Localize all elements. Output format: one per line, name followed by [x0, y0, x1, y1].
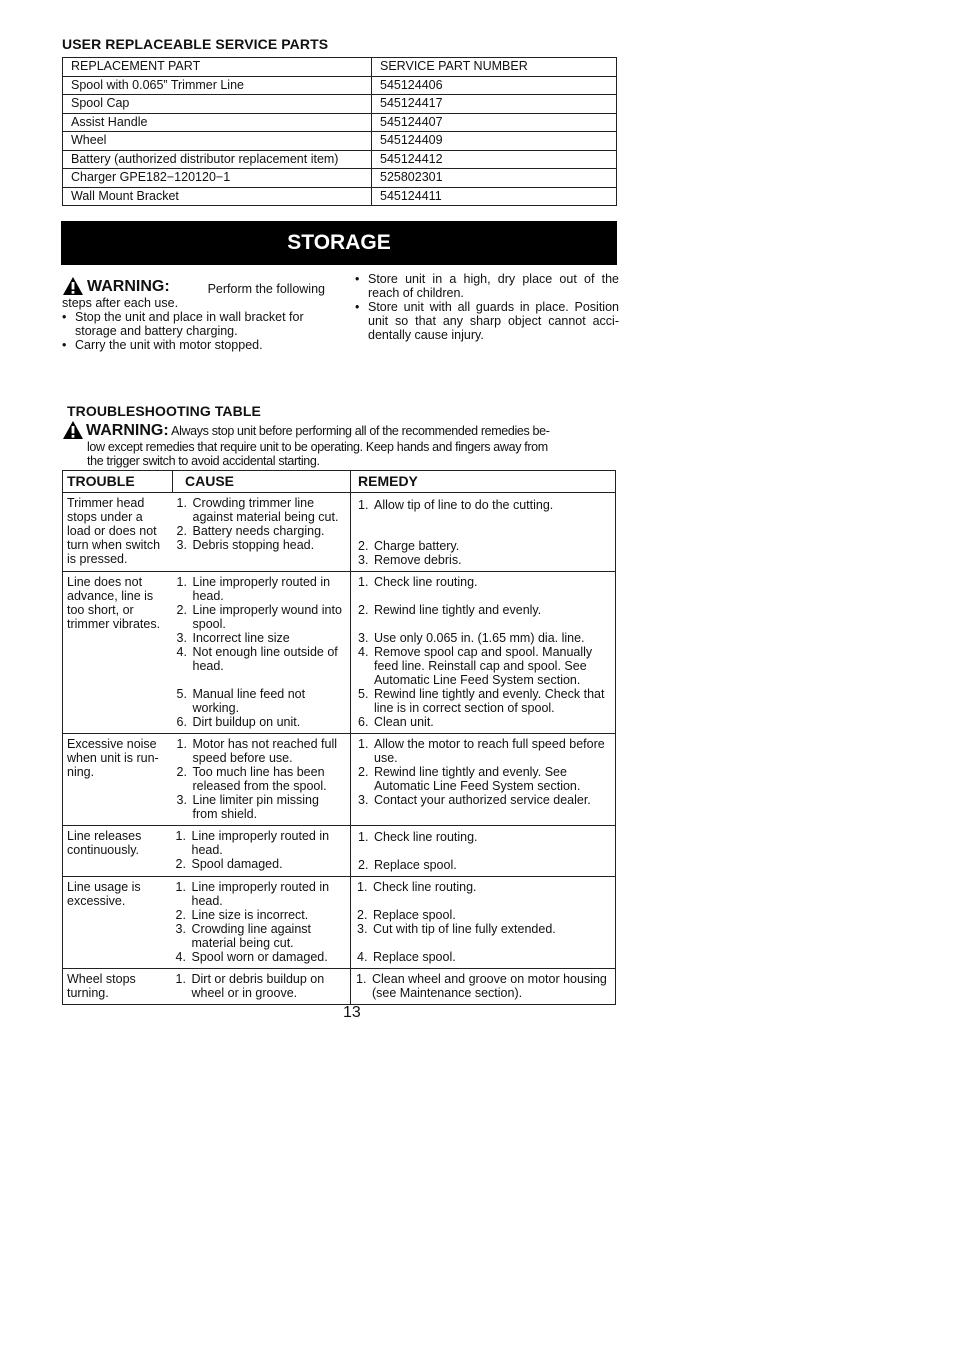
- cause-item: 4. Not enough line outside of head.: [176, 645, 338, 673]
- remedy-cell: [351, 969, 616, 1005]
- storage-warning-label: WARNING:: [87, 278, 170, 295]
- cause-item: 5. Manual line feed not working.: [176, 687, 306, 715]
- cause-item: 2. Battery needs charging.: [176, 524, 325, 538]
- cause-item: 6. Dirt buildup on unit.: [176, 715, 301, 729]
- remedy-item: 2. Rewind line tightly and evenly. See Automatic Line Feed System section.: [358, 765, 581, 793]
- header-replacement-part: REPLACEMENT PART: [63, 58, 372, 77]
- remedy-item: 2. Charge battery.: [358, 539, 460, 553]
- remedy-cell: [351, 734, 616, 826]
- part-name: Spool with 0.065” Trimmer Line: [63, 76, 372, 95]
- storage-warning-lead-b: steps after each use.: [62, 296, 179, 310]
- cause-item: 2. Line improperly wound into spool.: [176, 603, 342, 631]
- part-name: Wall Mount Bracket: [63, 187, 372, 206]
- cause-cell: [173, 493, 351, 572]
- remedy-item: 5. Rewind line tightly and evenly. Check that line is in correct section of spool.: [358, 687, 605, 715]
- cause-item: 3. Crowding line against material being cut.: [175, 922, 312, 950]
- remedy-item: 2. Replace spool.: [358, 858, 457, 872]
- table-row: [63, 76, 617, 95]
- storage-bullet: • Store unit with all guards in place. Position unit so that any sharp object cannot acci-dentally cause injury.: [355, 300, 619, 342]
- table-row: [63, 169, 617, 188]
- parts-section-title: USER REPLACEABLE SERVICE PARTS: [62, 36, 329, 52]
- part-name: Wheel: [63, 132, 372, 151]
- trouble-cell: Line releases continuously.: [63, 826, 173, 877]
- remedy-item: 3. Remove debris.: [358, 553, 462, 567]
- cause-item: 3. Incorrect line size: [176, 631, 290, 645]
- page-number: 13: [343, 1004, 361, 1021]
- part-number: 545124409: [372, 132, 617, 151]
- storage-bullet: • Store unit in a high, dry place out of the reach of children.: [355, 272, 619, 300]
- cause-item: 1. Line improperly routed in head.: [175, 880, 330, 908]
- remedy-item: 4. Remove spool cap and spool. Manually feed line. Reinstall cap and spool. See Automatic Line Feed System section.: [358, 645, 593, 687]
- part-number: 545124407: [372, 113, 617, 132]
- part-name: Assist Handle: [63, 113, 372, 132]
- part-name: Charger GPE182−120120−1: [63, 169, 372, 188]
- cause-item: 1. Line improperly routed in head.: [176, 575, 331, 603]
- troubleshooting-warning-line2: low except remedies that require unit to be operating. Keep hands and fingers away from: [87, 440, 548, 454]
- trouble-cell: Trimmer head stops under a load or does not turn when switch is pressed.: [63, 493, 173, 572]
- remedy-item: 3. Cut with tip of line fully extended.: [357, 922, 556, 936]
- remedy-item: 6. Clean unit.: [358, 715, 434, 729]
- remedy-item: 1. Clean wheel and groove on motor housing (see Maintenance section).: [356, 972, 607, 1000]
- remedy-item: 1. Check line routing.: [358, 830, 478, 844]
- remedy-item: 1. Allow the motor to reach full speed before use.: [358, 737, 605, 765]
- troubleshooting-warning-label: WARNING:: [86, 422, 169, 439]
- cause-item: 4. Spool worn or damaged.: [175, 950, 328, 964]
- remedy-item: 4. Replace spool.: [357, 950, 456, 964]
- table-row: [63, 969, 616, 1005]
- cause-item: 1. Motor has not reached full speed before use.: [176, 737, 338, 765]
- part-number: 545124406: [372, 76, 617, 95]
- table-row: [63, 132, 617, 151]
- remedy-cell: [351, 877, 616, 969]
- remedy-item: 3. Contact your authorized service dealer.: [358, 793, 591, 807]
- cause-item: 1. Crowding trimmer line against material being cut.: [176, 496, 339, 524]
- warning-triangle-icon: [62, 420, 84, 440]
- storage-bullet: • Carry the unit with motor stopped.: [62, 338, 325, 352]
- table-header-row: [63, 471, 616, 493]
- remedy-item: 1. Check line routing.: [358, 575, 478, 589]
- storage-left-column: [62, 276, 325, 352]
- cause-cell: [173, 969, 351, 1005]
- part-name: Spool Cap: [63, 95, 372, 114]
- header-remedy: REMEDY: [351, 471, 616, 493]
- trouble-cell: Excessive noise when unit is run-ning.: [63, 734, 173, 826]
- header-service-part-number: SERVICE PART NUMBER: [372, 58, 617, 77]
- remedy-item: 2. Replace spool.: [357, 908, 456, 922]
- troubleshooting-warning: [62, 420, 592, 468]
- troubleshooting-warning-line1: Always stop unit before performing all of the recommended remedies be-: [171, 424, 550, 438]
- table-row: [63, 95, 617, 114]
- remedy-item: 1. Check line routing.: [357, 880, 477, 894]
- troubleshooting-warning-line3: the trigger switch to avoid accidental starting.: [87, 454, 320, 468]
- warning-triangle-icon: [62, 276, 84, 296]
- remedy-cell: [351, 826, 616, 877]
- part-number: 545124412: [372, 150, 617, 169]
- storage-bullet: • Stop the unit and place in wall bracket for storage and battery charging.: [62, 310, 325, 338]
- storage-right-column: [355, 272, 619, 342]
- service-parts-table: [62, 57, 617, 206]
- cause-item: 3. Debris stopping head.: [176, 538, 315, 552]
- troubleshooting-title: TROUBLESHOOTING TABLE: [67, 403, 261, 419]
- table-row: [63, 734, 616, 826]
- cause-cell: [173, 734, 351, 826]
- table-row: [63, 150, 617, 169]
- cause-item: 2. Too much line has been released from the spool.: [176, 765, 327, 793]
- cause-item: 1. Dirt or debris buildup on wheel or in groove.: [175, 972, 325, 1000]
- cause-cell: [173, 572, 351, 734]
- trouble-cell: Line usage is excessive.: [63, 877, 173, 969]
- table-header-row: [63, 58, 617, 77]
- cause-item: 1. Line improperly routed in head.: [175, 829, 330, 857]
- remedy-item: 2. Rewind line tightly and evenly.: [358, 603, 542, 617]
- table-row: [63, 187, 617, 206]
- trouble-cell: Wheel stops turning.: [63, 969, 173, 1005]
- remedy-cell: [351, 493, 616, 572]
- part-number: 545124417: [372, 95, 617, 114]
- table-row: [63, 493, 616, 572]
- table-row: [63, 877, 616, 969]
- storage-warning-lead-a: Perform the following: [207, 282, 325, 296]
- storage-banner: STORAGE: [61, 221, 617, 265]
- part-number: 525802301: [372, 169, 617, 188]
- part-number: 545124411: [372, 187, 617, 206]
- header-trouble: TROUBLE: [63, 471, 173, 493]
- cause-item: 2. Line size is incorrect.: [175, 908, 309, 922]
- table-row: [63, 113, 617, 132]
- troubleshooting-table: [62, 470, 616, 1005]
- cause-item: 2. Spool damaged.: [175, 857, 283, 871]
- header-cause: CAUSE: [173, 471, 351, 493]
- table-row: [63, 826, 616, 877]
- remedy-item: 1. Allow tip of line to do the cutting.: [358, 498, 554, 512]
- remedy-cell: [351, 572, 616, 734]
- remedy-item: 3. Use only 0.065 in. (1.65 mm) dia. line.: [358, 631, 585, 645]
- cause-cell: [173, 826, 351, 877]
- storage-warning-line: [62, 276, 325, 296]
- cause-cell: [173, 877, 351, 969]
- trouble-cell: Line does not advance, line is too short, or trimmer vibrates.: [63, 572, 173, 734]
- part-name: Battery (authorized distributor replacement item): [63, 150, 372, 169]
- cause-item: 3. Line limiter pin missing from shield.: [176, 793, 319, 821]
- table-row: [63, 572, 616, 734]
